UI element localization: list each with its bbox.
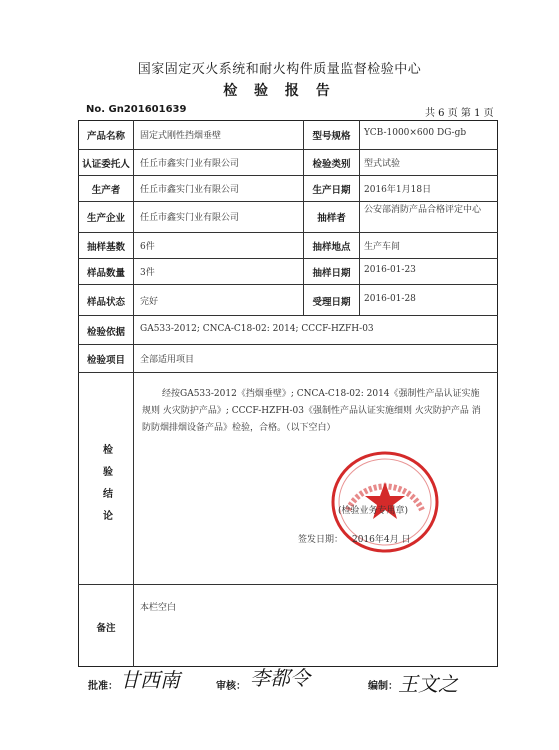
review-signature: 李都令 bbox=[250, 666, 310, 690]
row-line bbox=[78, 315, 498, 316]
label-product-name: 产品名称 bbox=[86, 131, 125, 142]
row-line bbox=[78, 149, 498, 150]
row-line bbox=[78, 584, 498, 585]
value-sample-place: 生产车间 bbox=[364, 242, 401, 252]
conclusion-label-char: 结 bbox=[103, 489, 113, 500]
label-items: 检验项目 bbox=[86, 355, 125, 366]
row-line bbox=[78, 344, 498, 345]
report-title: 检 验 报 告 bbox=[223, 83, 336, 99]
page-info: 共 6 页 第 1 页 bbox=[425, 108, 494, 119]
conclusion-label-char: 验 bbox=[103, 467, 113, 478]
label-basis: 检验依据 bbox=[86, 327, 125, 338]
label-client: 认证委托人 bbox=[82, 159, 130, 170]
center-name: 国家固定灭火系统和耐火构件质量监督检验中心 bbox=[137, 62, 422, 77]
label-factory: 生产企业 bbox=[86, 213, 125, 224]
label-sample-state: 样品状态 bbox=[86, 297, 125, 308]
value-sample-date: 2016-01-23 bbox=[364, 265, 416, 275]
value-sampler: 公安部消防产品合格评定中心 bbox=[364, 205, 482, 215]
label-sample-qty: 样品数量 bbox=[86, 268, 125, 279]
seal-note: (检验业务专用章) bbox=[338, 506, 409, 516]
value-accept-date: 2016-01-28 bbox=[364, 294, 416, 304]
label-remarks: 备注 bbox=[96, 623, 116, 634]
value-sample-base: 6件 bbox=[140, 242, 155, 252]
row-line bbox=[78, 258, 498, 259]
conclusion-text: 经按GA533-2012《挡烟垂壁》; CNCA-C18-02: 2014《强制性产品认证实施规则 火灾防护产品》; CCCF-HZFH-03《强制性产品认证实施细则 火灾防护产品 消防防烟排烟设备产品》检验，合格。（以下空白） bbox=[142, 389, 481, 433]
col-line bbox=[359, 120, 360, 315]
prepare-signature: 王文之 bbox=[398, 672, 458, 696]
label-model: 型号规格 bbox=[312, 131, 351, 142]
label-sample-base: 抽样基数 bbox=[86, 242, 125, 253]
value-manufacturer: 任丘市鑫实门业有限公司 bbox=[140, 185, 240, 195]
label-production-date: 生产日期 bbox=[312, 185, 351, 196]
value-production-date: 2016年1月18日 bbox=[364, 185, 432, 195]
label-test-type: 检验类别 bbox=[312, 159, 351, 170]
value-basis: GA533-2012; CNCA-C18-02: 2014; CCCF-HZFH-03 bbox=[140, 324, 374, 334]
row-line bbox=[78, 201, 498, 202]
value-sample-qty: 3件 bbox=[140, 268, 155, 278]
approve-signature: 甘西南 bbox=[120, 668, 180, 692]
row-line bbox=[78, 175, 498, 176]
value-factory: 任丘市鑫实门业有限公司 bbox=[140, 213, 240, 223]
label-sample-place: 抽样地点 bbox=[312, 242, 351, 253]
report-number: No. Gn201601639 bbox=[86, 104, 187, 115]
value-items: 全部适用项目 bbox=[140, 355, 195, 365]
label-manufacturer: 生产者 bbox=[91, 185, 121, 196]
conclusion-label-char: 检 bbox=[103, 445, 113, 456]
issue-date-label: 签发日期： bbox=[298, 535, 344, 545]
value-client: 任丘市鑫实门业有限公司 bbox=[140, 159, 240, 169]
col-line bbox=[133, 120, 134, 667]
label-accept-date: 受理日期 bbox=[312, 297, 351, 308]
row-line bbox=[78, 232, 498, 233]
issue-date: 2016年4月 日 bbox=[352, 535, 411, 545]
row-line bbox=[78, 284, 498, 285]
label-sampler: 抽样者 bbox=[317, 213, 346, 224]
conclusion-label-char: 论 bbox=[103, 511, 113, 522]
value-test-type: 型式试验 bbox=[364, 159, 401, 169]
value-sample-state: 完好 bbox=[140, 297, 159, 307]
review-label: 审核： bbox=[216, 681, 246, 692]
value-product-name: 固定式刚性挡烟垂壁 bbox=[140, 131, 222, 141]
label-sample-date: 抽样日期 bbox=[312, 268, 351, 279]
prepare-label: 编制： bbox=[368, 681, 398, 692]
value-model: YCB-1000×600 DG-gb bbox=[364, 128, 467, 138]
approve-label: 批准： bbox=[88, 681, 118, 692]
row-line bbox=[78, 372, 498, 373]
value-remarks: 本栏空白 bbox=[140, 603, 177, 613]
